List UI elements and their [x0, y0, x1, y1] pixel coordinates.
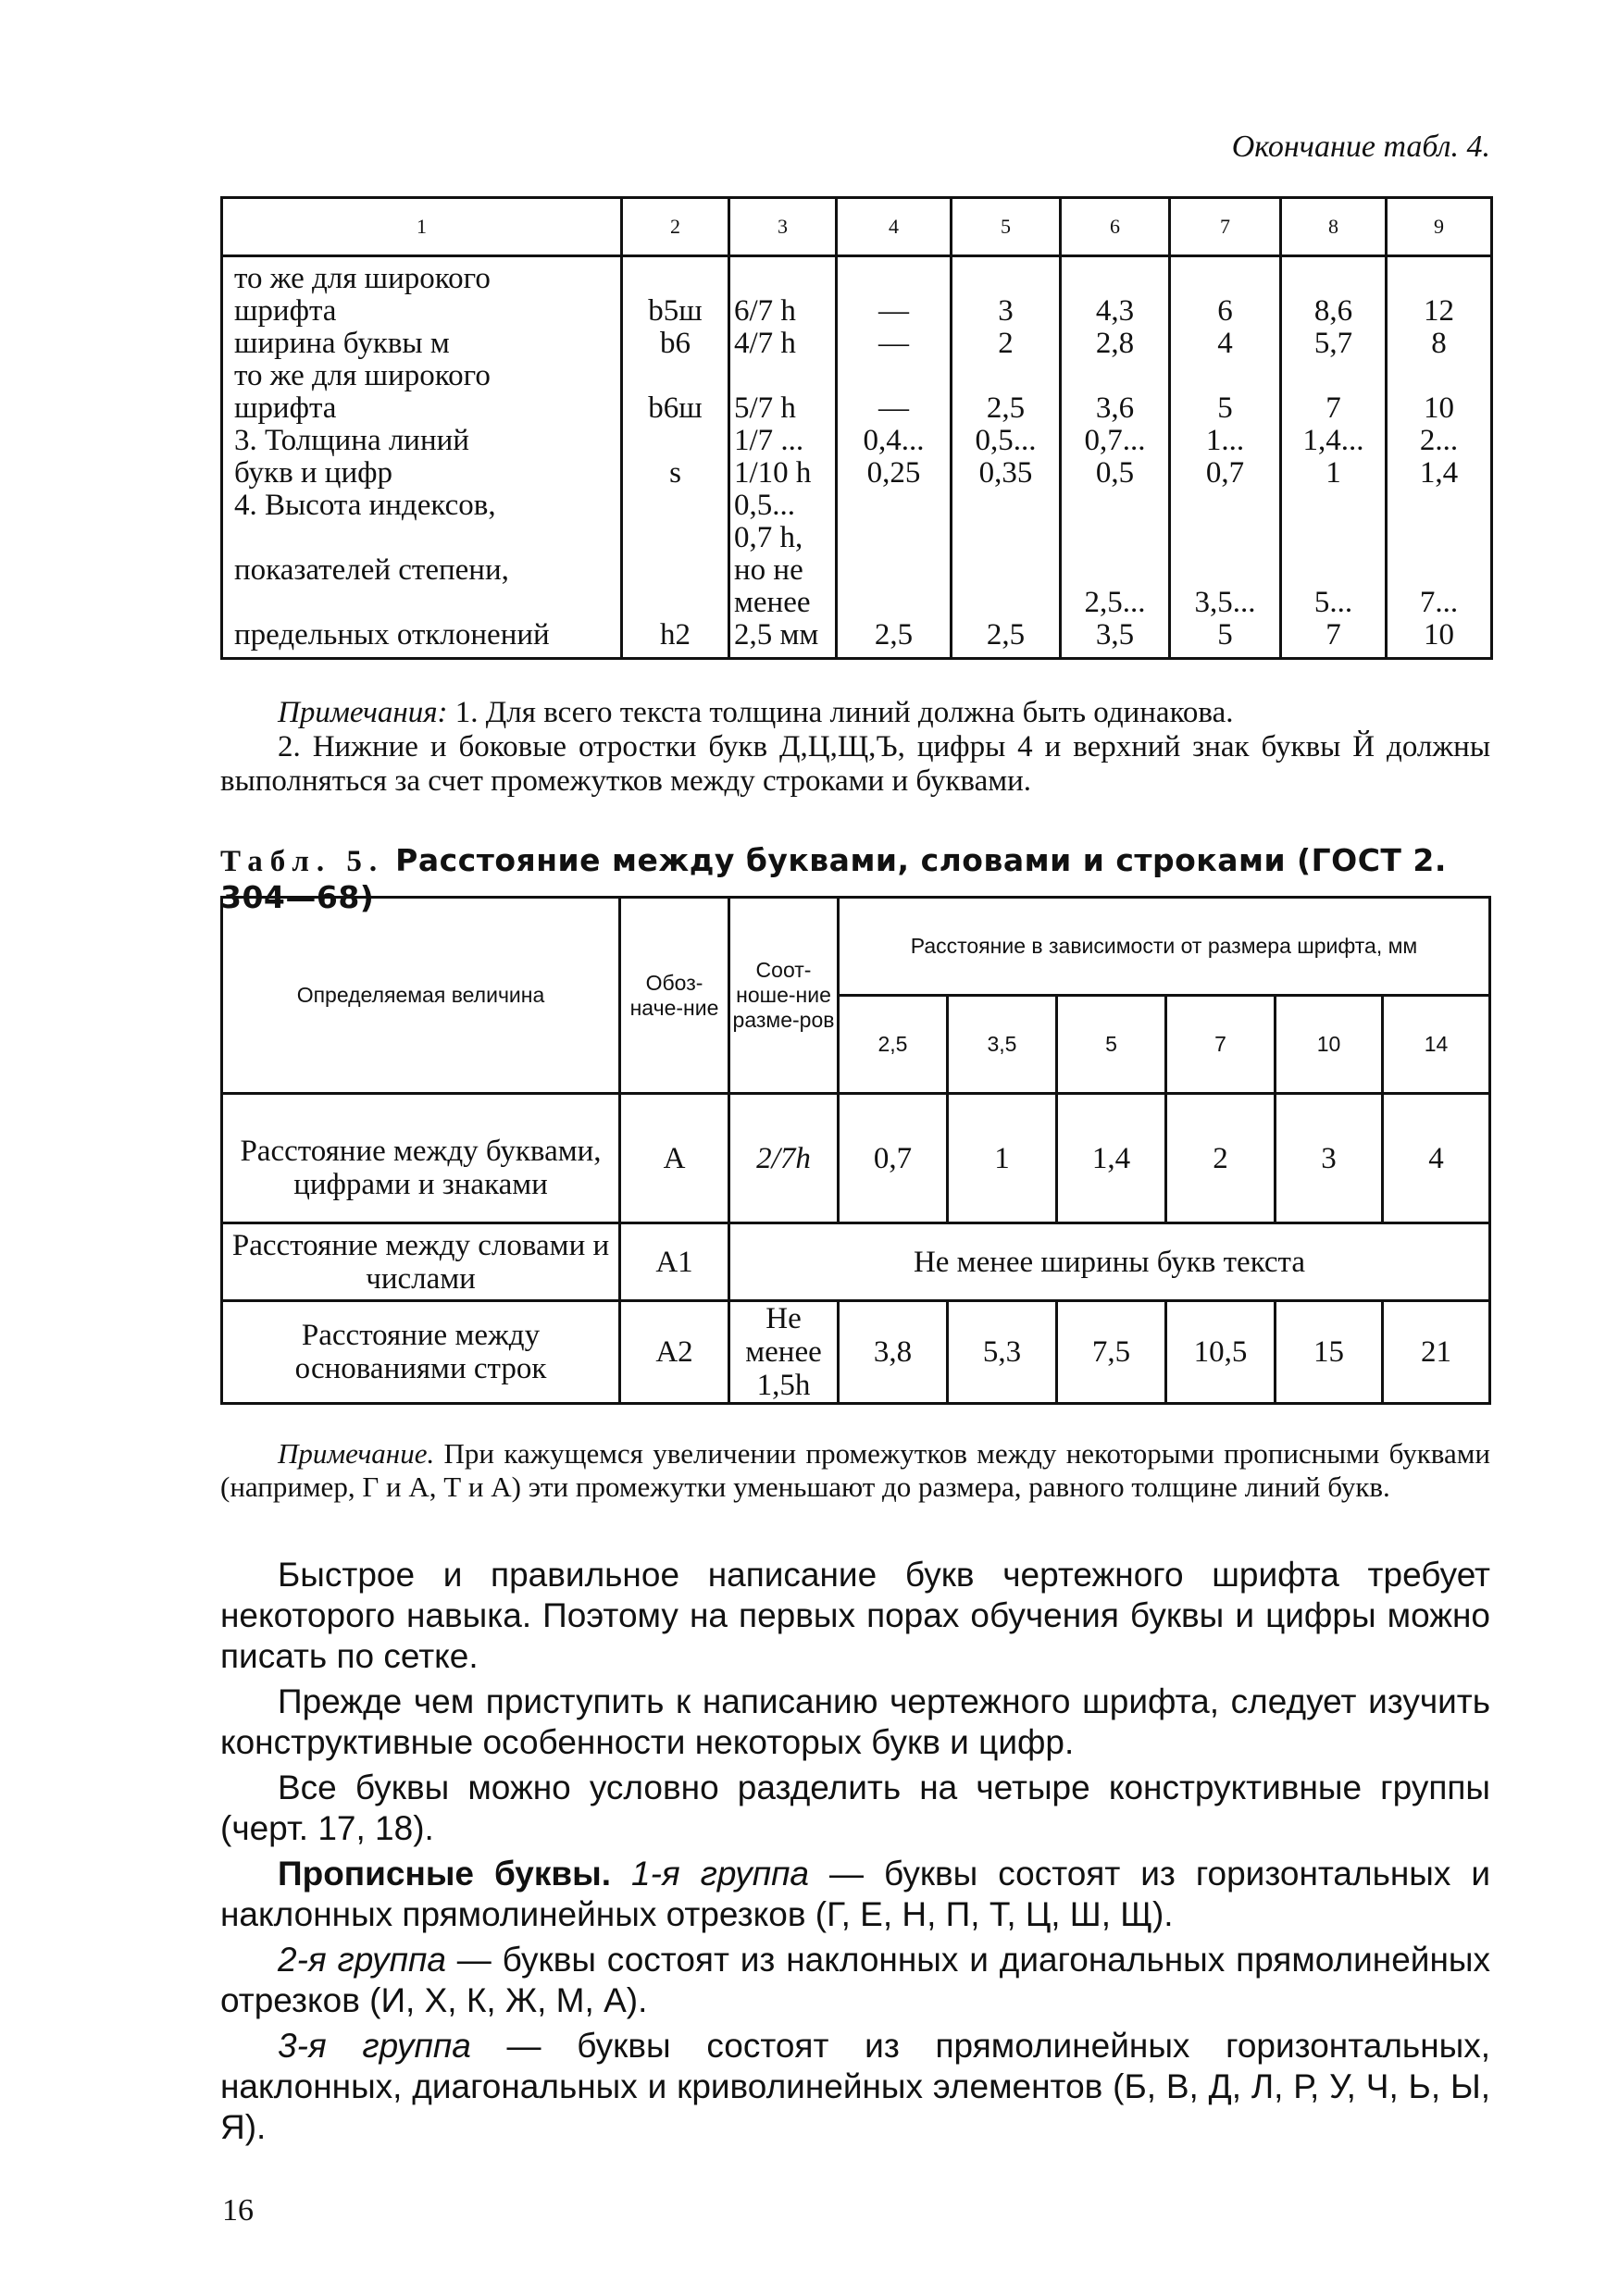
table-5-title-text: Расстояние между буквами, словами и строками (ГОСТ 2. 304—68) [220, 842, 1447, 915]
table-4-continuation [220, 196, 1493, 660]
cell-line [841, 263, 946, 295]
row-designation: A1 [620, 1223, 729, 1301]
cell-line: — [878, 294, 909, 328]
paragraph [220, 2026, 1490, 2148]
group-label: 1-я группа [631, 1855, 810, 1893]
cell-line: шрифта [234, 391, 337, 425]
t4-col-7 [1170, 256, 1281, 659]
table-4-header-row [222, 198, 1492, 256]
cell-line: 7 [1326, 391, 1341, 425]
cell-line: 0,7... [1084, 424, 1146, 457]
cell-line: ширина буквы м [234, 327, 450, 360]
table-5-note [220, 1437, 1490, 1504]
cell-line: 2,5 [986, 618, 1026, 652]
col-header: 2 [622, 198, 729, 256]
cell-line: менее [734, 586, 811, 619]
table-5 [220, 896, 1491, 1405]
cell-line: 1/7 ... [734, 424, 804, 457]
cell-line: 2,5 [874, 618, 914, 652]
cell-line [627, 360, 724, 392]
paragraph [220, 1940, 1490, 2021]
cell-line: 5 [1217, 391, 1233, 425]
cell-line: 0,5... [734, 489, 795, 522]
row-value: 15 [1276, 1301, 1383, 1404]
cell-line: 2,5... [1084, 586, 1146, 619]
group-text: — буквы состоят из прямолинейных горизонтальных, наклонных, диагональных и криволинейных элементов (Б, В, Д, Л, Р, У, Ч, Ь, Ы, Я). [220, 2027, 1490, 2146]
group-label: 3-я группа [278, 2027, 471, 2065]
paragraph: Прежде чем приступить к написанию чертежного шрифта, следует изучить конструктивные особенности некоторых букв и цифр. [220, 1682, 1490, 1761]
cell-line: 2,8 [1095, 327, 1135, 360]
row-value: 10,5 [1166, 1301, 1276, 1404]
cell-line: 7... [1419, 586, 1459, 619]
cell-line: 0,35 [978, 456, 1033, 490]
cell-line: 3 [998, 294, 1014, 328]
cell-line: 5/7 h [734, 391, 796, 425]
cell-line [627, 587, 724, 619]
cell-line [1175, 360, 1276, 392]
cell-line [234, 587, 616, 619]
cell-line: 4 [1217, 327, 1233, 360]
group-text: — буквы состоят из горизонтальных и наклонных прямолинейных отрезков (Г, Е, Н, П, Т, Ц, Ш, Щ). [220, 1855, 1491, 1933]
cell-line: b6ш [648, 391, 703, 425]
cell-line: 1... [1205, 424, 1245, 457]
cell-line [234, 522, 616, 554]
col-header: 6 [1061, 198, 1170, 256]
cell-line: предельных отклонений [234, 618, 550, 652]
cell-line [1391, 522, 1487, 554]
t4-col-8 [1281, 256, 1387, 659]
cell-line [1286, 490, 1381, 522]
cell-line: 8 [1431, 327, 1447, 360]
row-value: 5,3 [948, 1301, 1057, 1404]
cell-line [627, 263, 724, 295]
cell-line: то же для широкого [234, 359, 491, 392]
cell-line [1175, 522, 1276, 554]
cell-line [1065, 522, 1164, 554]
table-row [222, 256, 1492, 659]
cell-line: 4,3 [1095, 294, 1135, 328]
col-header: 8 [1281, 198, 1387, 256]
cell-line: 0,5 [1095, 456, 1135, 490]
cell-line: 2,5 [986, 391, 1026, 425]
cell-line [1391, 360, 1487, 392]
cell-line: 2 [998, 327, 1014, 360]
size-header: 2,5 [839, 996, 948, 1094]
row-ratio: 2/7h [729, 1094, 839, 1223]
row-ratio: Не менее 1,5h [729, 1301, 839, 1404]
t4-col-5 [952, 256, 1061, 659]
h-distance: Расстояние в зависимости от размера шрифта, мм [839, 898, 1490, 996]
row-value: 3 [1276, 1094, 1383, 1223]
cell-line: 7 [1326, 618, 1341, 652]
paragraph [220, 1854, 1490, 1935]
row-name: Расстояние между буквами, цифрами и знаками [222, 1094, 620, 1223]
col-header: 5 [952, 198, 1061, 256]
cell-line [841, 360, 946, 392]
cell-line: b6 [660, 327, 691, 360]
paragraph: Быстрое и правильное написание букв чертежного шрифта требует некоторого навыка. Поэтому на первых порах обучения буквы и цифры можно писать по сетке. [220, 1556, 1490, 1675]
t4-col-1 [222, 256, 622, 659]
cell-line: 4/7 h [734, 327, 796, 360]
cell-line: 4. Высота индексов, [234, 489, 496, 522]
size-header: 10 [1276, 996, 1383, 1094]
cell-line [1286, 554, 1381, 587]
cell-line [1065, 490, 1164, 522]
page-number: 16 [222, 2193, 254, 2228]
cell-line [734, 360, 831, 392]
cell-line: букв и цифр [234, 456, 393, 490]
cell-line [734, 263, 831, 295]
cell-line [627, 490, 724, 522]
t4-col-9 [1387, 256, 1492, 659]
cell-line: 5,7 [1313, 327, 1353, 360]
cell-line [1391, 490, 1487, 522]
row-value: 21 [1383, 1301, 1490, 1404]
col-header: 1 [222, 198, 622, 256]
cell-line: то же для широкого [234, 262, 491, 295]
table-row [222, 1301, 1490, 1404]
cell-line: но не [734, 553, 803, 587]
table-row [222, 1223, 1490, 1301]
cell-line: 10 [1424, 391, 1454, 425]
cell-line [1391, 554, 1487, 587]
cell-line [841, 522, 946, 554]
cell-line: 0,7 h, [734, 521, 803, 554]
table-row [222, 1094, 1490, 1223]
cell-line: 0,5... [975, 424, 1037, 457]
cell-line [1175, 554, 1276, 587]
cell-line: 10 [1424, 618, 1454, 652]
cell-line [956, 554, 1055, 587]
row-designation: A2 [620, 1301, 729, 1404]
cell-line: показателей степени, [234, 553, 509, 587]
note-line-2: 2. Нижние и боковые отростки букв Д,Ц,Щ,Ъ, цифры 4 и верхний знак буквы Й должны выполняться за счет промежутков между строками и буквами. [220, 730, 1490, 798]
row-name: Расстояние между словами и числами [222, 1223, 620, 1301]
cell-line [1286, 263, 1381, 295]
col-header: 9 [1387, 198, 1492, 256]
cell-line: 3. Толщина линий [234, 424, 469, 457]
cell-line: 6/7 h [734, 294, 796, 328]
note5-paragraph [220, 1437, 1490, 1504]
cell-line: b5ш [648, 294, 703, 328]
cell-line: 0,25 [866, 456, 921, 490]
h-designation: Обоз-наче-ние [620, 898, 729, 1094]
cell-line: 1 [1326, 456, 1341, 490]
h-ratio: Соот-ноше-ние разме-ров [729, 898, 839, 1094]
cell-line [1065, 360, 1164, 392]
cell-line: 0,4... [863, 424, 925, 457]
size-header: 14 [1383, 996, 1490, 1094]
row-merged: Не менее ширины букв текста [729, 1223, 1490, 1301]
notes-label: Примечания: [278, 696, 448, 729]
size-header: 5 [1057, 996, 1166, 1094]
size-header: 3,5 [948, 996, 1057, 1094]
continuation-caption: Окончание табл. 4. [1231, 130, 1490, 164]
row-value: 2 [1166, 1094, 1276, 1223]
cell-line: 3,5 [1095, 618, 1135, 652]
note-text-1: 1. Для всего текста толщина линий должна быть одинакова. [454, 696, 1234, 729]
note5-label: Примечание. [278, 1437, 435, 1470]
row-value: 7,5 [1057, 1301, 1166, 1404]
t4-col-4 [837, 256, 952, 659]
col-header: 7 [1170, 198, 1281, 256]
row-value: 1 [948, 1094, 1057, 1223]
cell-line: 6 [1217, 294, 1233, 328]
cell-line [841, 554, 946, 587]
cell-line: 0,7 [1205, 456, 1245, 490]
cell-line [956, 360, 1055, 392]
group-text: — буквы состоят из наклонных и диагональных прямолинейных отрезков (И, Х, К, Ж, М, А). [220, 1941, 1491, 2019]
cell-line [1286, 360, 1381, 392]
row-value: 1,4 [1057, 1094, 1166, 1223]
cell-line [627, 522, 724, 554]
table-5-number: Табл. 5. [220, 845, 385, 878]
paragraph: Все буквы можно условно разделить на четыре конструктивные группы (черт. 17, 18). [220, 1769, 1490, 1847]
size-header: 7 [1166, 996, 1276, 1094]
cell-line [956, 490, 1055, 522]
section-heading: Прописные буквы. [278, 1855, 612, 1893]
cell-line: 3,5... [1194, 586, 1256, 619]
cell-line [841, 490, 946, 522]
cell-line [1065, 263, 1164, 295]
note5-text: При кажущемся увеличении промежутков между некоторыми прописными буквами (например, Г и А, Т и А) эти промежутки уменьшают до размера, равного толщине линий букв. [220, 1437, 1490, 1503]
cell-line: s [669, 456, 681, 490]
t4-col-3 [729, 256, 837, 659]
cell-line [841, 587, 946, 619]
cell-line [956, 522, 1055, 554]
body-text [220, 1555, 1490, 2153]
note-line-1 [220, 696, 1490, 730]
t4-col-6 [1061, 256, 1170, 659]
group-label: 2-я группа [278, 1941, 446, 1979]
cell-line [956, 263, 1055, 295]
cell-line: — [878, 391, 909, 425]
cell-line [1065, 554, 1164, 587]
cell-line: шрифта [234, 294, 337, 328]
col-header: 3 [729, 198, 837, 256]
cell-line [1391, 263, 1487, 295]
cell-line: 1,4... [1302, 424, 1364, 457]
cell-line: h2 [660, 618, 691, 652]
cell-line: — [878, 327, 909, 360]
table-5-header-row [222, 898, 1490, 996]
cell-line: 5 [1217, 618, 1233, 652]
row-value: 4 [1383, 1094, 1490, 1223]
cell-line: 12 [1424, 294, 1454, 328]
cell-line: 8,6 [1313, 294, 1353, 328]
row-name: Расстояние между основаниями строк [222, 1301, 620, 1404]
t4-col-2 [622, 256, 729, 659]
cell-line [627, 425, 724, 457]
cell-line [1286, 522, 1381, 554]
cell-line: 5... [1313, 586, 1353, 619]
cell-line: 3,6 [1095, 391, 1135, 425]
col-header: 4 [837, 198, 952, 256]
row-designation: A [620, 1094, 729, 1223]
cell-line: 2,5 мм [734, 618, 819, 652]
cell-line: 1/10 h [734, 456, 812, 490]
cell-line [627, 554, 724, 587]
row-value: 0,7 [839, 1094, 948, 1223]
h-quantity: Определяемая величина [222, 898, 620, 1094]
cell-line: 2... [1419, 424, 1459, 457]
table-4-notes [220, 696, 1490, 799]
row-value: 3,8 [839, 1301, 948, 1404]
cell-line [956, 587, 1055, 619]
cell-line [1175, 263, 1276, 295]
cell-line: 1,4 [1419, 456, 1459, 490]
cell-line [1175, 490, 1276, 522]
